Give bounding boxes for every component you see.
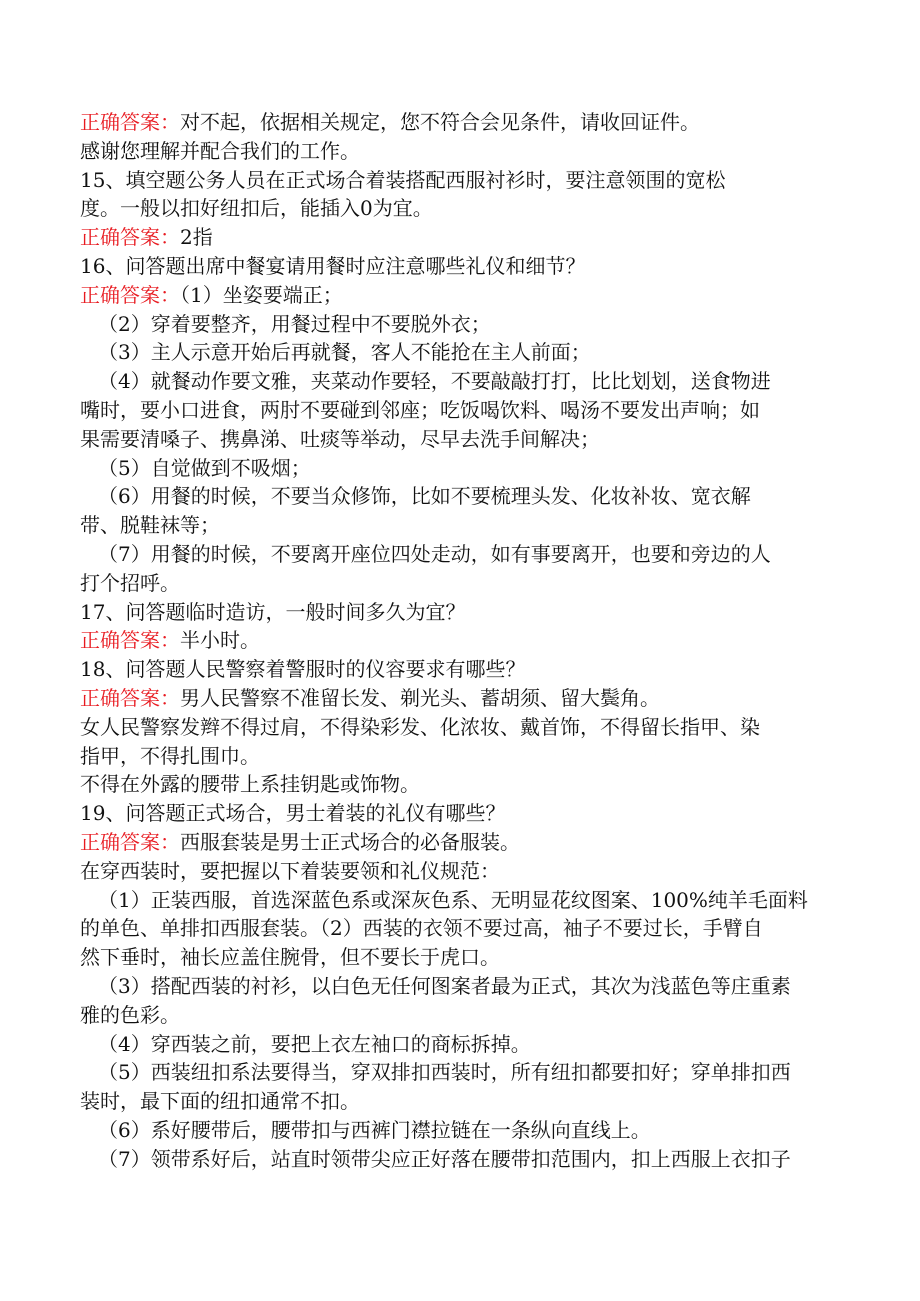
- text-line: [80, 396, 850, 425]
- answer-line: [80, 828, 850, 857]
- line-text: （2）穿着要整齐，用餐过程中不要脱外衣；: [98, 311, 491, 336]
- answer-label: 正确答案：: [80, 225, 180, 250]
- text-line: [80, 338, 850, 367]
- line-text: 16、问答题出席中餐宴请用餐时应注意哪些礼仪和细节？: [80, 253, 586, 278]
- line-text: （1）正装西服，首选深蓝色系或深灰色系、无明显花纹图案、100%纯羊毛面料: [98, 887, 808, 912]
- line-text: 女人民警察发辫不得过肩，不得染彩发、化浓妆、戴首饰，不得留长指甲、染: [80, 714, 760, 739]
- text-line: [80, 1116, 850, 1145]
- line-text: 打个招呼。: [80, 570, 180, 595]
- line-text: （3）搭配西装的衬衫，以白色无任何图案者最为正式，其次为浅蓝色等庄重素: [98, 973, 791, 998]
- text-line: [80, 425, 850, 454]
- line-text: 果需要清嗓子、携鼻涕、吐痰等举动，尽早去洗手间解决；: [80, 426, 600, 451]
- line-text: 带、脱鞋袜等；: [80, 513, 220, 538]
- text-line: [80, 166, 850, 195]
- text-line: [80, 367, 850, 396]
- line-text: 指甲，不得扎围巾。: [80, 743, 260, 768]
- text-line: [80, 569, 850, 598]
- line-text: 2指: [180, 225, 213, 250]
- line-text: 西服套装是男士正式场合的必备服装。: [180, 829, 520, 854]
- line-text: 17、问答题临时造访，一般时间多久为宜？: [80, 599, 466, 624]
- line-text: 嘴时，要小口进食，两肘不要碰到邻座；吃饭喝饮料、喝汤不要发出声响；如: [80, 397, 760, 422]
- text-line: [80, 482, 850, 511]
- text-line: [80, 713, 850, 742]
- line-text: （6）用餐的时候，不要当众修饰，比如不要梳理头发、化妆补妆、宽衣解: [98, 484, 751, 509]
- answer-label: 正确答案：: [80, 685, 180, 710]
- text-line: [80, 857, 850, 886]
- text-line: [80, 598, 850, 627]
- line-text: 雅的色彩。: [80, 1002, 180, 1027]
- text-line: [80, 655, 850, 684]
- text-line: [80, 310, 850, 339]
- line-text: （4）就餐动作要文雅，夹菜动作要轻，不要敲敲打打，比比划划，送食物进: [98, 369, 771, 394]
- line-text: 半小时。: [180, 628, 260, 653]
- line-text: 不得在外露的腰带上系挂钥匙或饰物。: [80, 772, 420, 797]
- line-text: （6）系好腰带后，腰带扣与西裤门襟拉链在一条纵向直线上。: [98, 1117, 651, 1142]
- line-text: 18、问答题人民警察着警服时的仪容要求有哪些？: [80, 657, 526, 682]
- answer-line: [80, 281, 850, 310]
- line-text: （3）主人示意开始后再就餐，客人不能抢在主人前面；: [98, 340, 591, 365]
- answer-label: 正确答案：: [80, 628, 180, 653]
- text-line: [80, 943, 850, 972]
- line-text: 然下垂时，袖长应盖住腕骨，但不要长于虎口。: [80, 945, 500, 970]
- answer-line: [80, 108, 850, 137]
- document-body: [80, 108, 850, 1173]
- text-line: [80, 137, 850, 166]
- line-text: 的单色、单排扣西服套装。（2）西装的衣领不要过高，袖子不要过长，手臂自: [80, 916, 763, 941]
- text-line: [80, 194, 850, 223]
- text-line: [80, 799, 850, 828]
- text-line: [80, 914, 850, 943]
- text-line: [80, 770, 850, 799]
- text-line: [80, 540, 850, 569]
- line-text: （5）自觉做到不吸烟；: [98, 455, 311, 480]
- answer-label: 正确答案：: [80, 110, 180, 134]
- text-line: [80, 1001, 850, 1030]
- answer-line: [80, 223, 850, 252]
- text-line: [80, 886, 850, 915]
- line-text: 19、问答题正式场合，男士着装的礼仪有哪些？: [80, 801, 506, 826]
- line-text: 在穿西装时，要把握以下着装要领和礼仪规范：: [80, 858, 500, 883]
- text-line: [80, 511, 850, 540]
- line-text: 15、填空题公务人员在正式场合着装搭配西服衬衫时，要注意领围的宽松: [80, 167, 726, 192]
- answer-line: [80, 626, 850, 655]
- text-line: [80, 1145, 850, 1174]
- text-line: [80, 1058, 850, 1087]
- line-text: 男人民警察不准留长发、剃光头、蓄胡须、留大鬓角。: [180, 685, 660, 710]
- line-text: 装时，最下面的纽扣通常不扣。: [80, 1089, 360, 1114]
- line-text: 度。一般以扣好纽扣后，能插入0为宜。: [80, 196, 433, 221]
- text-line: [80, 742, 850, 771]
- answer-label: 正确答案：: [80, 829, 180, 854]
- text-line: [80, 1030, 850, 1059]
- text-line: [80, 252, 850, 281]
- text-line: [80, 972, 850, 1001]
- text-line: [80, 1087, 850, 1116]
- line-text: （7）领带系好后，站直时领带尖应正好落在腰带扣范围内，扣上西服上衣扣子: [98, 1146, 791, 1171]
- answer-line: [80, 684, 850, 713]
- line-text: （5）西装纽扣系法要得当，穿双排扣西装时，所有纽扣都要扣好；穿单排扣西: [98, 1060, 791, 1085]
- line-text: （4）穿西装之前，要把上衣左袖口的商标拆掉。: [98, 1031, 531, 1056]
- text-line: [80, 454, 850, 483]
- line-text: （1）坐姿要端正；: [180, 282, 343, 307]
- line-text: （7）用餐的时候，不要离开座位四处走动，如有事要离开，也要和旁边的人: [98, 541, 771, 566]
- line-text: 感谢您理解并配合我们的工作。: [80, 138, 360, 163]
- line-text: 对不起，依据相关规定，您不符合会见条件，请收回证件。: [180, 110, 700, 134]
- answer-label: 正确答案：: [80, 282, 180, 307]
